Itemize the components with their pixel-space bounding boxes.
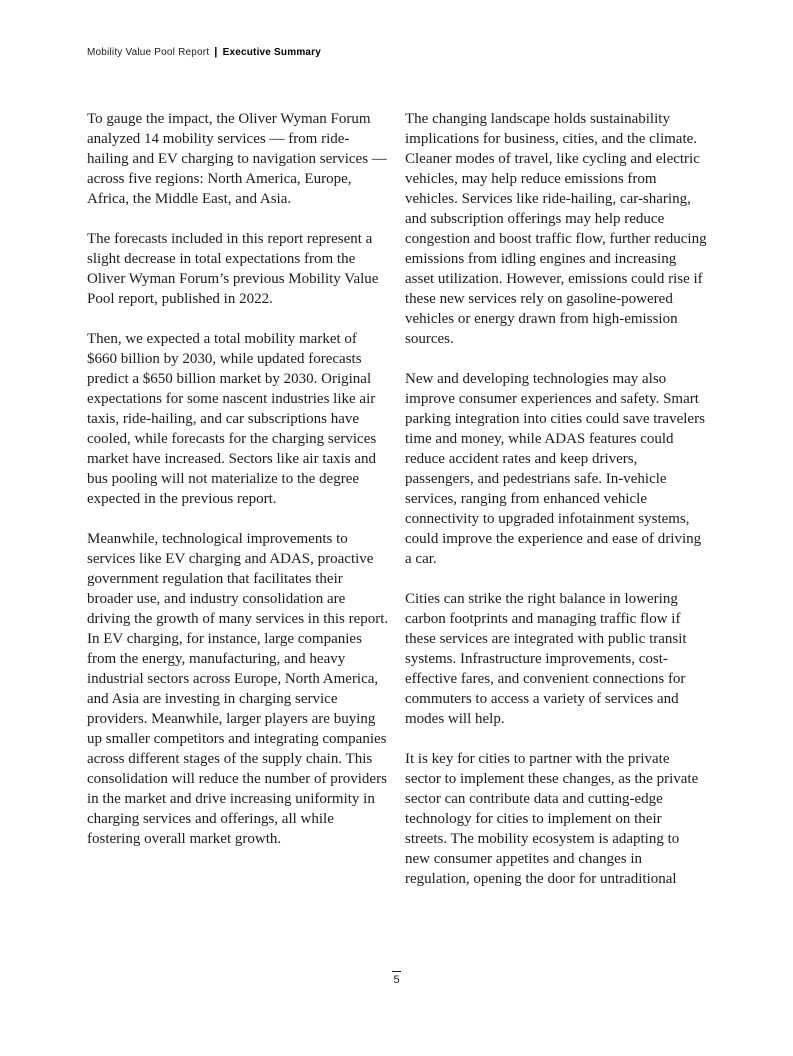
paragraph: The changing landscape holds sustainability implications for business, cities, and the climate. Cleaner modes of travel, like cycling and electric vehicles, may help reduce emissions from vehicles. Services like ride-hailing, car-sharing, and subscription offerings may help reduce congestion and boost traffic flow, further reducing emissions from idling engines and increasing asset utilization. However, emissions could rise if these new services rely on gasoline-powered vehicles or energy drawn from high-emission sources. — [405, 111, 707, 347]
paragraph: Cities can strike the right balance in lowering carbon footprints and managing traffic flow if these services are integrated with public transit systems. Infrastructure improvements, cost-effective fares, and convenient connections for commuters to access a variety of services and modes will help. — [405, 591, 687, 727]
two-column-body — [87, 109, 707, 909]
report-title: Mobility Value Pool Report — [87, 47, 210, 58]
section-title: Executive Summary — [222, 47, 322, 58]
running-header — [87, 46, 321, 59]
page-number: 5 — [392, 971, 400, 987]
paragraph: Then, we expected a total mobility market of $660 billion by 2030, while updated forecasts predict a $650 billion market by 2030. Original expectations for some nascent industries like air taxis, ride-hailing, and car subscriptions have cooled, while forecasts for the charging services market have increased. Sectors like air taxis and bus pooling will not materialize to the degree expected in the previous report. — [87, 331, 377, 507]
left-column — [87, 109, 389, 909]
paragraph: The forecasts included in this report represent a slight decrease in total expectations from the Oliver Wyman Forum’s previous Mobility Value Pool report, published in 2022. — [87, 231, 379, 307]
header-separator-bar: | — [214, 46, 218, 58]
paragraph: Meanwhile, technological improvements to services like EV charging and ADAS, proactive government regulation that facilitates their broader use, and industry consolidation are driving the growth of many services in this report. In EV charging, for instance, large companies from the energy, manufacturing, and heavy industrial sectors across Europe, North America, and Asia are investing in charging service providers. Meanwhile, larger players are buying up smaller competitors and integrating companies across different stages of the supply chain. This consolidation will reduce the number of providers in the market and drive increasing uniformity in charging services and offerings, all while fostering overall market growth. — [87, 531, 389, 847]
paragraph: To gauge the impact, the Oliver Wyman Forum analyzed 14 mobility services — from ride-hailing and EV charging to navigation services — across five regions: North America, Europe, Africa, the Middle East, and Asia. — [87, 111, 387, 207]
right-column — [405, 109, 707, 909]
paragraph: It is key for cities to partner with the private sector to implement these changes, as the private sector can contribute data and cutting-edge technology for cities to implement on their streets. The mobility ecosystem is adapting to new consumer appetites and changes in regulation, opening the door for untraditional — [405, 751, 699, 887]
page-footer — [0, 970, 793, 988]
paragraph: New and developing technologies may also improve consumer experiences and safety. Smart parking integration into cities could save travelers time and money, while ADAS features could reduce accident rates and keep drivers, passengers, and pedestrians safe. In-vehicle services, ranging from enhanced vehicle connectivity to upgraded infotainment systems, could improve the experience and ease of driving a car. — [405, 371, 705, 567]
